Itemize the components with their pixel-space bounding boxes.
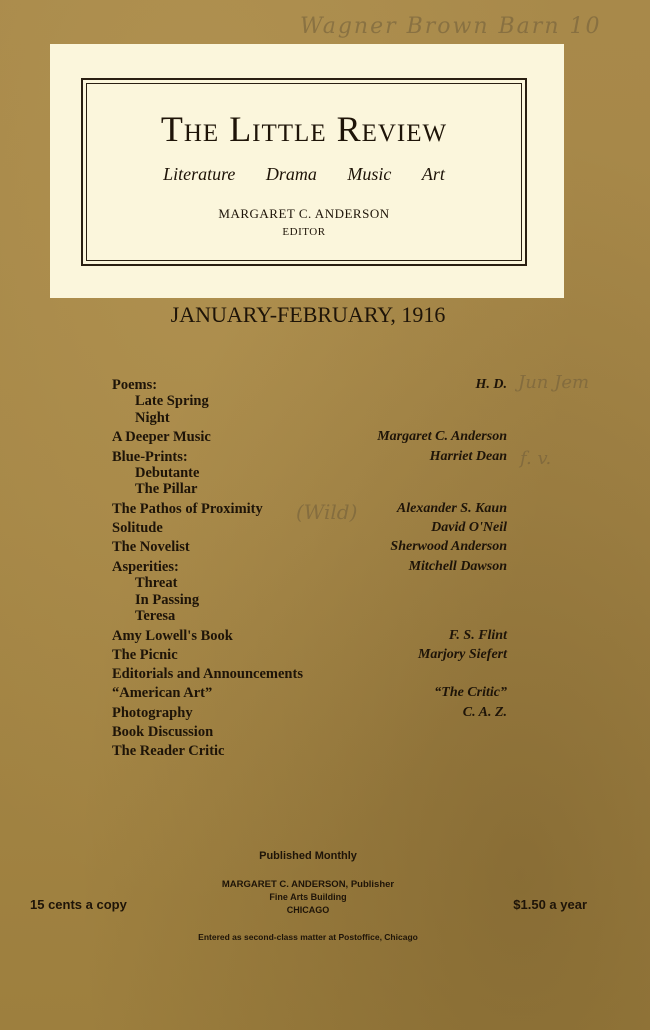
toc-subitem [112,608,507,628]
price-per-year: $1.50 a year [513,897,587,912]
toc-subitem [112,393,507,413]
table-of-contents [112,377,507,763]
toc-author: Alexander S. Kaun [396,500,507,516]
handwritten-note-fv: f. v. [520,448,552,469]
toc-title: A Deeper Music [112,429,211,446]
toc-title: Poems: [112,377,158,393]
toc-author: F. S. Flint [448,627,507,643]
toc-author: “The Critic” [434,685,507,701]
toc-title: “American Art” [112,685,213,702]
toc-title: Teresa [135,608,176,625]
handwritten-note-hd: Jun Jem [518,372,590,393]
subject-music: Music [347,164,392,184]
toc-title: Amy Lowell's Book [112,627,233,644]
toc-subitem [112,481,507,501]
toc-item [112,501,507,520]
handwritten-note-wild: (Wild) [296,500,358,524]
toc-author: Margaret C. Anderson [377,429,507,445]
label-frame [81,78,527,266]
toc-item [112,520,507,539]
toc-subitem [112,409,507,430]
toc-author: Sherwood Anderson [390,539,507,555]
toc-title: The Pathos of Proximity [112,500,263,517]
toc-title: The Reader Critic [112,743,225,760]
issue-date: JANUARY-FEBRUARY, 1916 [170,302,446,327]
toc-author: C. A. Z. [462,704,507,720]
toc-author: H. D. [475,377,507,392]
toc-title: Blue-Prints: [112,448,188,465]
toc-title: Late Spring [135,393,209,410]
subject-literature: Literature [163,164,236,184]
magazine-title: The Little Review [160,109,448,149]
toc-item [112,724,507,743]
editor-name: MARGARET C. ANDERSON [218,206,390,221]
toc-title: Editorials and Announcements [112,666,303,683]
toc-author: David O'Neil [431,520,507,536]
handwritten-note-top: Wagner Brown Barn 10 [300,14,602,39]
toc-title: Night [135,409,170,426]
subject-art: Art [421,164,445,184]
toc-author: Harriet Dean [429,448,507,464]
toc-title: Book Discussion [112,724,214,741]
toc-item [112,539,507,558]
toc-title: The Novelist [112,539,190,556]
postal-entry-notice: Entered as second-class matter at Postoffice, Chicago [198,932,418,942]
subjects-line [83,164,525,185]
subject-drama: Drama [265,164,317,184]
price-per-copy: 15 cents a copy [30,897,127,912]
toc-author: Marjory Siefert [417,646,507,662]
editor-role: EDITOR [282,226,326,238]
publisher-name: MARGARET C. ANDERSON, Publisher [221,879,395,890]
toc-title: In Passing [135,591,200,608]
toc-title: The Pillar [135,481,198,498]
toc-item [112,628,507,647]
toc-title: The Picnic [112,646,178,663]
toc-item [112,647,507,666]
toc-title: Debutante [135,464,200,481]
publisher-building: Fine Arts Building [269,892,347,902]
toc-item [112,743,507,762]
toc-author: Mitchell Dawson [408,558,507,574]
toc-item [112,666,507,685]
toc-item [112,705,507,724]
toc-title: Solitude [112,520,163,537]
title-label [50,44,564,298]
toc-item [112,685,507,704]
toc-title: Threat [135,575,178,592]
toc-title: Photography [112,704,193,721]
publisher-city: CHICAGO [286,905,330,915]
published-monthly: Published Monthly [259,850,357,862]
toc-item [112,429,507,448]
toc-title: Asperities: [112,558,179,575]
